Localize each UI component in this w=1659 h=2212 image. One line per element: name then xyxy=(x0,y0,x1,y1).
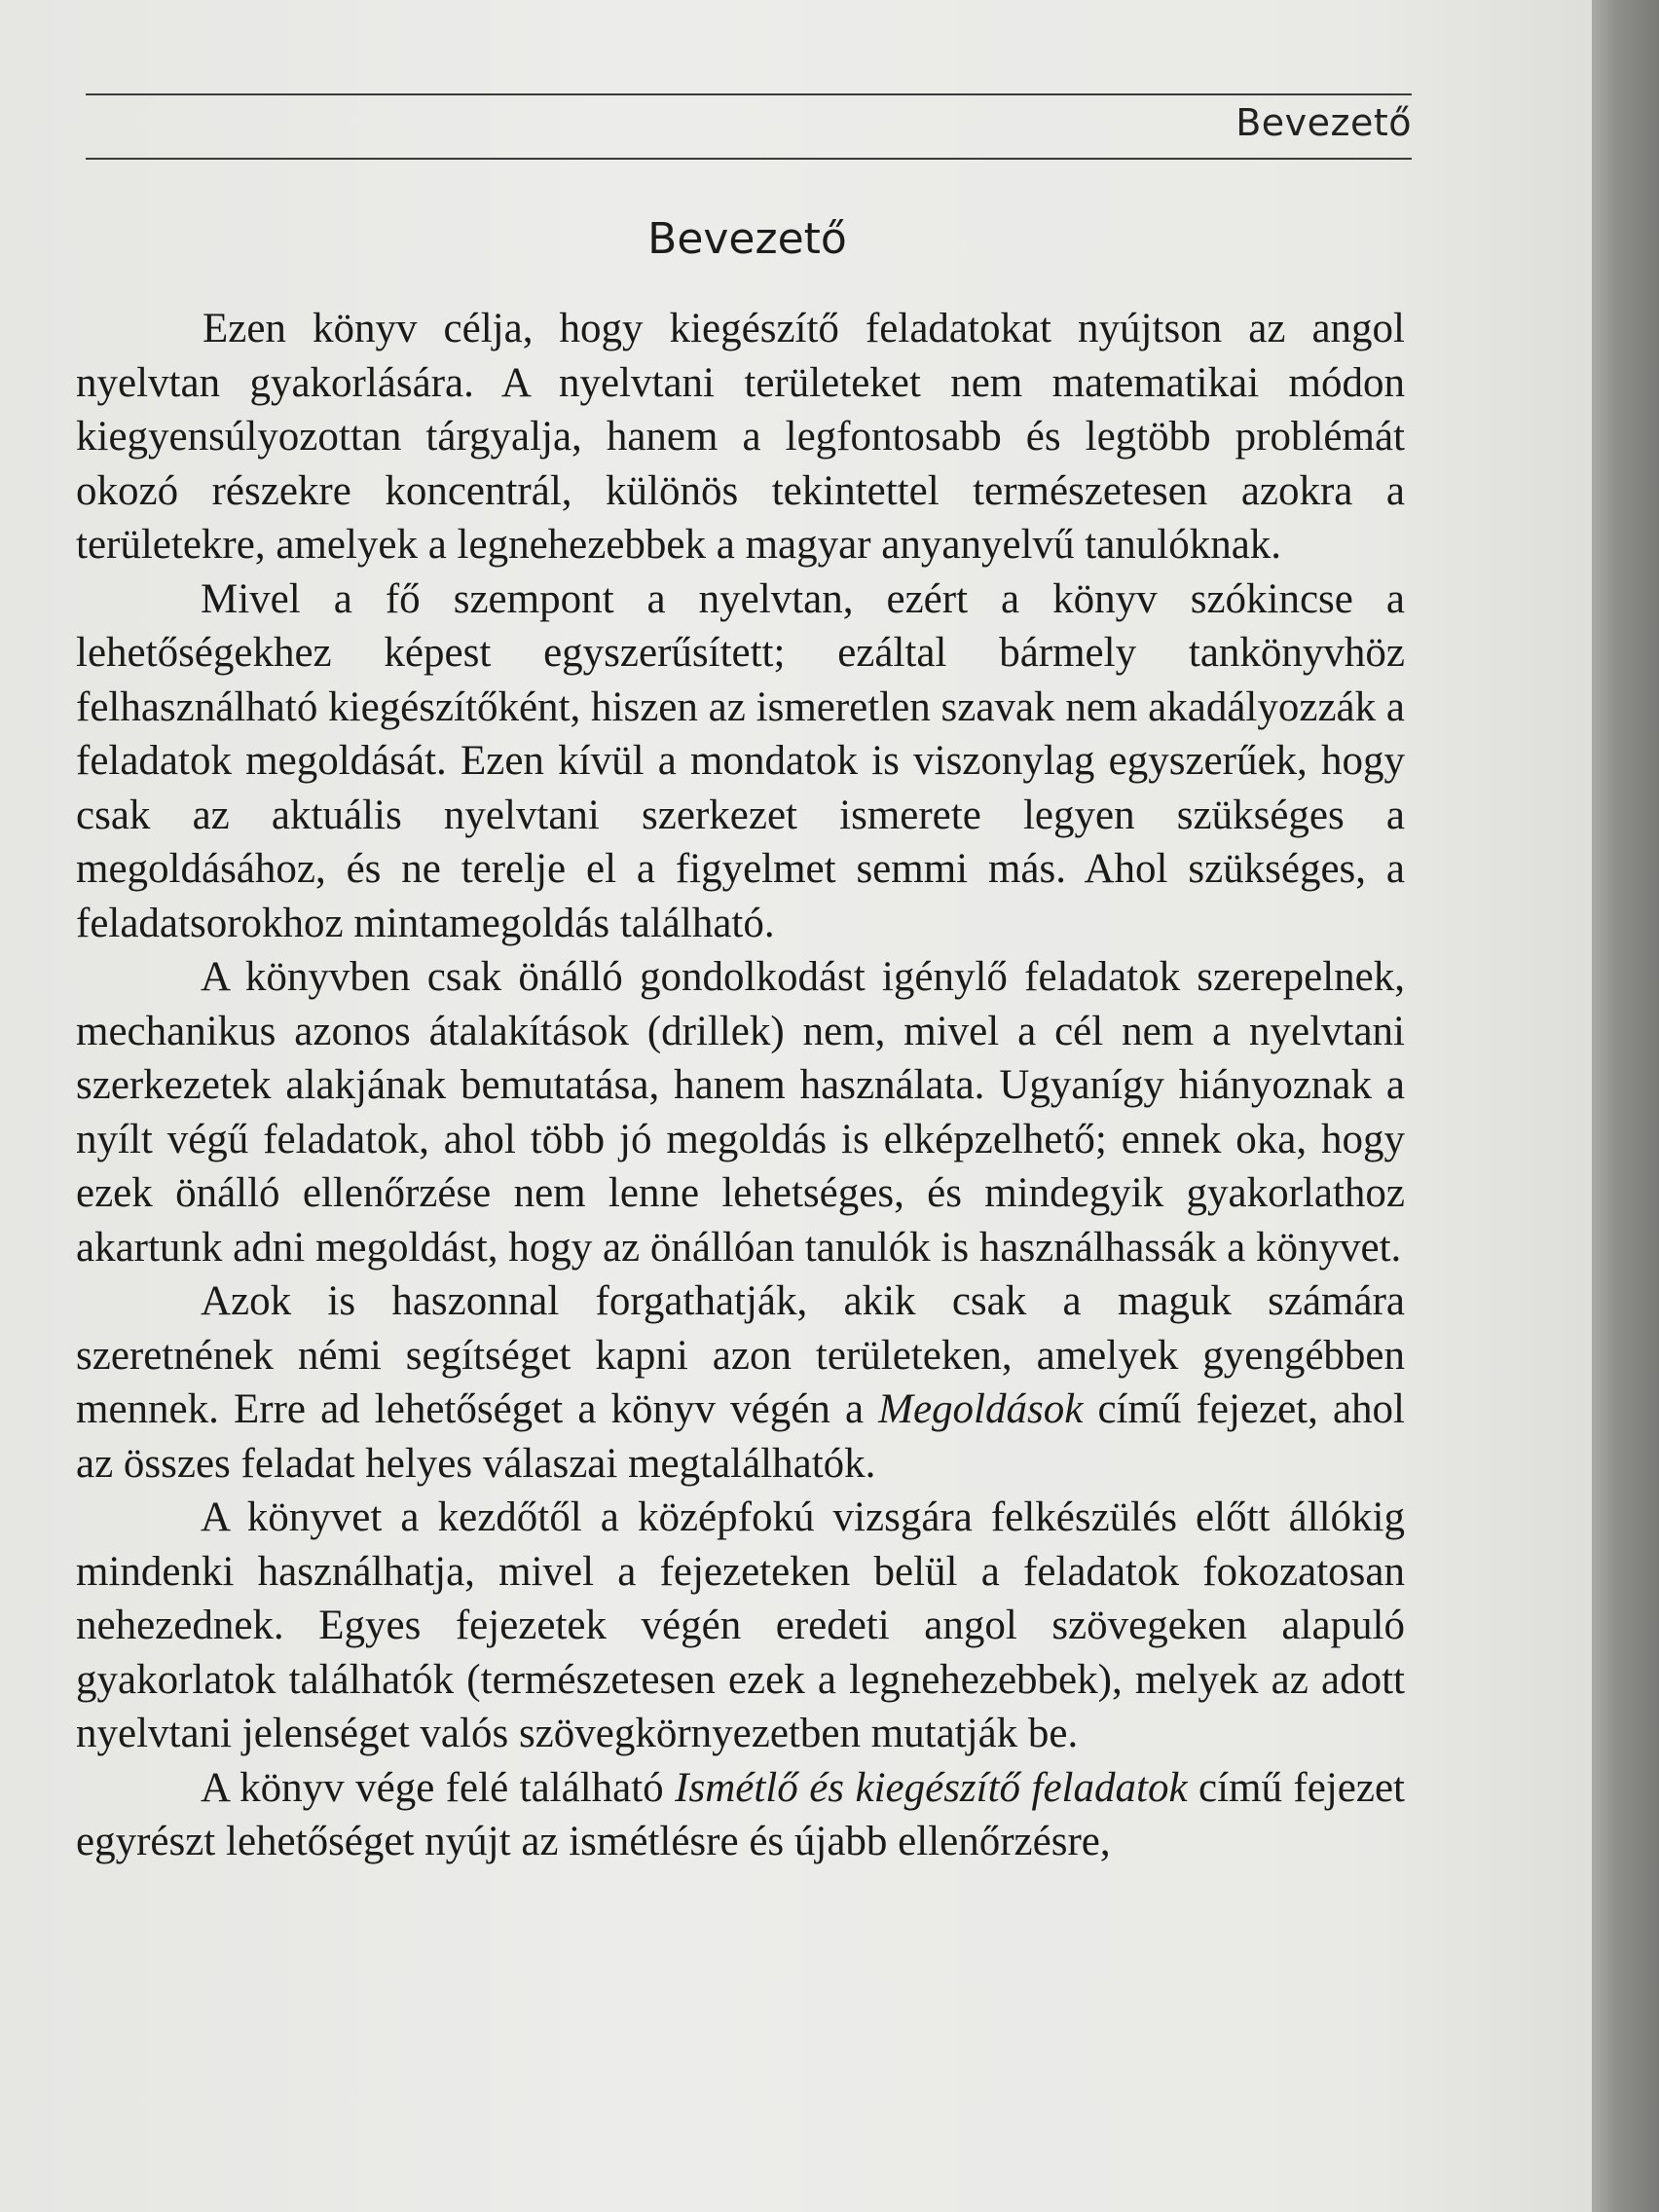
paragraph-4-italic-title: Megoldások xyxy=(878,1386,1084,1432)
paragraph-6-text-before: A könyv vége felé található xyxy=(201,1764,676,1811)
paragraph-4-text-after: című fejezet, ahol az összes feladat helyes válaszai megtalálhatók. xyxy=(76,1386,1405,1487)
paragraph-6 xyxy=(76,1761,1405,1869)
paragraph-1: Ezen könyv célja, hogy kiegészítő feladatokat nyújtson az angol nyelvtan gyakorlására. A nyelvtani területeket nem matematikai módon kiegyensúlyozottan tárgyalja, hanem a legfontosabb és legtöbb problémát okozó részekre koncentrál, különös tekintettel természetesen azokra a területekre, amelyek a legnehezebbek a magyar anyanyelvű tanulóknak. xyxy=(76,306,1405,568)
chapter-title: Bevezető xyxy=(647,214,847,264)
paragraph-4 xyxy=(76,1274,1405,1491)
paragraph-4-text-before: Azok is haszonnal forgathatják, akik csak a maguk számára szeretnének némi segítséget kapni azon területeken, amelyek gyengébben mennek. Erre ad lehetőséget a könyv végén a xyxy=(76,1278,1405,1432)
paragraph-6-text-after: című fejezet egyrészt lehetőséget nyújt az ismétlésre és újabb ellenőrzésre, xyxy=(76,1764,1405,1864)
header-rule-bottom xyxy=(86,158,1412,160)
body-text xyxy=(76,302,1405,1869)
paragraph-5: A könyvet a kezdőtől a középfokú vizsgára felkészülés előtt állókig mindenki használhatja, mivel a fejezeteken belül a feladatok fokozatosan nehezednek. Egyes fejezetek végén eredeti angol szövegeken alapuló gyakorlatok találhatók (természetesen ezek a legnehezebbek), melyek az adott nyelvtani jelenséget valós szövegkörnyezetben mutatják be. xyxy=(76,1494,1405,1756)
paragraph-3: A könyvben csak önálló gondolkodást igénylő feladatok szerepelnek, mechanikus azonos átalakítások (drillek) nem, mivel a cél nem a nyelvtani szerkezetek alakjának bemutatása, hanem használata. Ugyanígy hiányoznak a nyílt végű feladatok, ahol több jó megoldás is elképzelhető; ennek oka, hogy ezek önálló ellenőrzése nem lenne lehetséges, és mindegyik gyakorlathoz akartunk adni megoldást, hogy az önállóan tanulók is használhassák a könyvet. xyxy=(76,954,1405,1271)
header-rule-top xyxy=(86,93,1412,95)
paragraph-2: Mivel a fő szempont a nyelvtan, ezért a könyv szókincse a lehetőségekhez képest egyszerűsített; ezáltal bármely tankönyvhöz felhasználható kiegészítőként, hiszen az ismeretlen szavak nem akadályozzák a feladatok megoldását. Ezen kívül a mondatok is viszonylag egyszerűek, hogy csak az aktuális nyelvtani szerkezet ismerete legyen szükséges a megoldásához, és ne terelje el a figyelmet semmi más. Ahol szükséges, a feladatsorokhoz mintamegoldás található. xyxy=(76,575,1405,946)
running-header-title: Bevezető xyxy=(1235,101,1412,144)
page-gutter-shadow xyxy=(1592,0,1659,2212)
paragraph-6-italic-title: Ismétlő és kiegészítő feladatok xyxy=(675,1764,1188,1811)
